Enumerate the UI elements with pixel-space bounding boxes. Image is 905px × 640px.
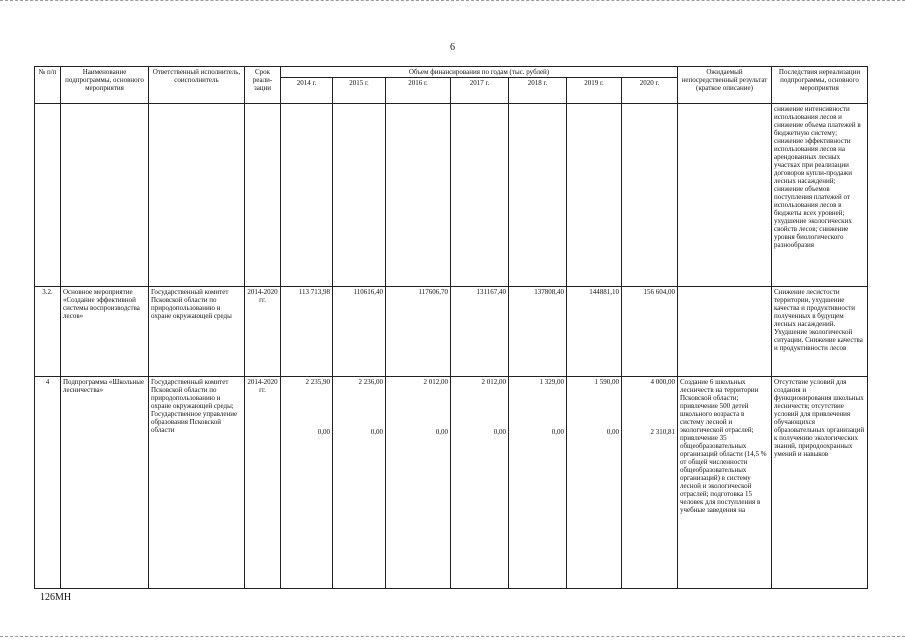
program-table	[34, 66, 868, 589]
cell-2020	[622, 377, 678, 589]
cell-consequences: Снижение лесистости территории, ухудшение качества и продуктивности полученных в будущем лесных насаждений. Ухудшение экологической ситуации. Снижение качества и продуктивности лесов	[772, 287, 868, 377]
value-secondary: 2 310,81	[650, 428, 675, 436]
cell-result	[678, 104, 772, 287]
document-code: 126МН	[40, 592, 72, 603]
cell-num: 4	[35, 377, 61, 589]
header-year-2014: 2014 г.	[281, 78, 333, 104]
value-primary: 2 012,00	[423, 378, 448, 386]
value-primary: 4 000,00	[650, 378, 675, 386]
cell-2015	[333, 377, 386, 589]
header-name: Наименование подпрограммы, основного мероприятия	[61, 67, 149, 104]
header-year-2020: 2020 г.	[622, 78, 678, 104]
cell-2017	[451, 104, 509, 287]
header-result: Ожидаемый непосредственный результат (краткое описание)	[678, 67, 772, 104]
cell-responsible	[149, 377, 245, 589]
value-secondary: 0,00	[435, 428, 448, 436]
cell-2018: 137808,40	[509, 287, 567, 377]
header-num: № п/п	[35, 67, 61, 104]
value-primary: 1 329,00	[539, 378, 564, 386]
scan-edge-bottom	[0, 636, 905, 640]
header-term: Срок реали-зации	[245, 67, 281, 104]
header-row	[35, 67, 868, 78]
page-number: 6	[450, 42, 455, 53]
cell-2020	[622, 104, 678, 287]
cell-2019: 144881,10	[567, 287, 622, 377]
cell-consequences: снижение интенсивности использования лесов и снижение объема платежей в бюджетную систему; снижение эффективности использования лесов на арендованных лесных участках при реализации договоров купли-продажи лесных насаждений; снижение объемов поступления платежей от использования лесов в бюджеты всех уровней; ухудшение экологических свойств лесов; снижение уровня биологического разнообразия	[772, 104, 868, 287]
cell-term: 2014-2020 гг.	[245, 287, 281, 377]
value-secondary: 0,00	[493, 428, 506, 436]
cell-2017: 131167,40	[451, 287, 509, 377]
cell-2019	[567, 104, 622, 287]
cell-2018	[509, 104, 567, 287]
cell-name: Подпрограмма «Школьные лесничества»	[61, 377, 149, 589]
cell-num	[35, 104, 61, 287]
cell-result: Создание 6 школьных лесничеств на территории Псковской области; привлечение 500 детей школьного возраста в систему лесной и экологической отраслей; привлечение 35 общеобразовательных организаций области (14,5 % от общей численности общеобразовательных организаций) в систему лесной и экологической отраслей; подготовка 15 человек для поступления в учебные заведения на	[678, 377, 772, 589]
cell-result	[678, 287, 772, 377]
cell-2016	[386, 104, 451, 287]
cell-2014: 113 713,98	[281, 287, 333, 377]
cell-responsible: Государственный комитет Псковской области по природопользованию и охране окружающей среды	[149, 287, 245, 377]
cell-2014	[281, 104, 333, 287]
responsible-secondary: Государственное управление образования Псковской области	[151, 410, 238, 434]
value-secondary: 0,00	[370, 428, 383, 436]
scan-edge-top	[0, 0, 905, 3]
cell-2015: 110616,40	[333, 287, 386, 377]
cell-2018	[509, 377, 567, 589]
header-year-2016: 2016 г.	[386, 78, 451, 104]
cell-consequences: Отсутствие условий для создания и функционирования школьных лесничеств; отсутствие условий для привлечения обучающихся образовательных организаций к получению экологических знаний, природоохранных умений и навыков	[772, 377, 868, 589]
value-secondary: 0,00	[317, 428, 330, 436]
value-primary: 2 012,00	[481, 378, 506, 386]
header-year-2015: 2015 г.	[333, 78, 386, 104]
value-secondary: 0,00	[606, 428, 619, 436]
table-row-4	[35, 377, 868, 589]
cell-name: Основное мероприятие «Создание эффективной системы воспроизводства лесов»	[61, 287, 149, 377]
cell-2016: 117606,70	[386, 287, 451, 377]
responsible-primary: Государственный комитет Псковской области по природопользованию и охране окружающей среды;	[151, 378, 234, 410]
header-consequences: Последствия нереализации подпрограммы, основного мероприятия	[772, 67, 868, 104]
value-primary: 1 590,00	[594, 378, 619, 386]
cell-term	[245, 104, 281, 287]
cell-2020: 156 604,00	[622, 287, 678, 377]
cell-2016	[386, 377, 451, 589]
value-primary: 2 236,00	[358, 378, 383, 386]
value-secondary: 0,00	[551, 428, 564, 436]
cell-2019	[567, 377, 622, 589]
header-funding: Объем финансирования по годам (тыс. рублей)	[281, 67, 678, 78]
header-year-2019: 2019 г.	[567, 78, 622, 104]
header-year-2017: 2017 г.	[451, 78, 509, 104]
header-responsible: Ответственный исполнитель, соисполнитель	[149, 67, 245, 104]
table-row-3-2	[35, 287, 868, 377]
cell-2015	[333, 104, 386, 287]
cell-2014	[281, 377, 333, 589]
cell-term: 2014-2020 гг.	[245, 377, 281, 589]
table-row-continued	[35, 104, 868, 287]
cell-name	[61, 104, 149, 287]
header-year-2018: 2018 г.	[509, 78, 567, 104]
cell-responsible	[149, 104, 245, 287]
cell-2017	[451, 377, 509, 589]
cell-num: 3.2.	[35, 287, 61, 377]
value-primary: 2 235,90	[305, 378, 330, 386]
